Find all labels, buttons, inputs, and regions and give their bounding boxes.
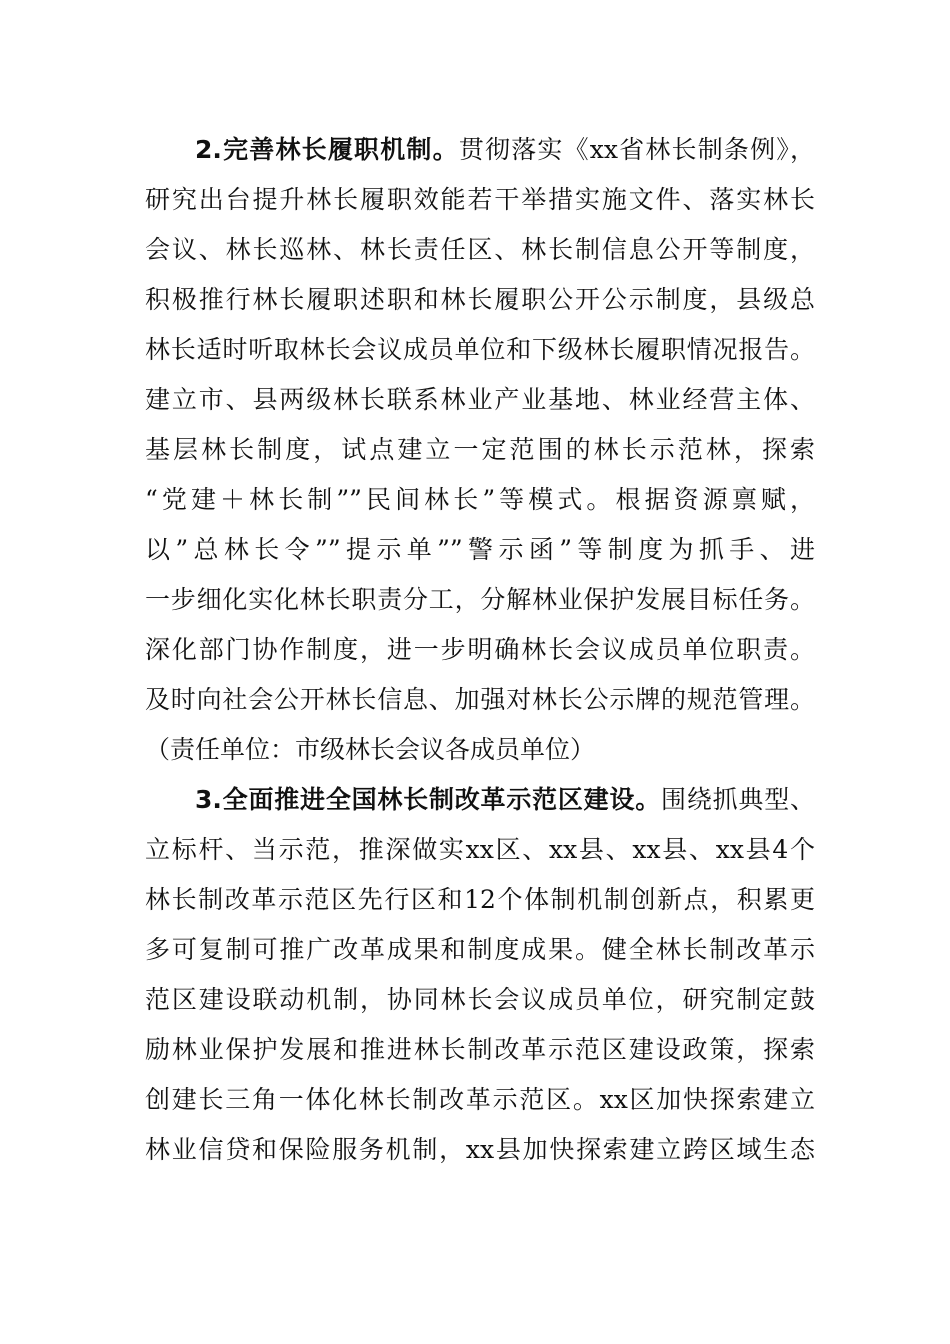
paragraph-2-line-13: （责任单位：市级林长会议各成员单位） (145, 735, 596, 764)
paragraph-2-line-5: 林长适时听取林长会议成员单位和下级林长履职情况报告。 (145, 335, 815, 364)
paragraph-2-line-8: “党建＋林长制””民间林长”等模式。根据资源禀赋， (145, 485, 815, 514)
paragraph-3-line-6: 励林业保护发展和推进林长制改革示范区建设政策，探索 (145, 1035, 815, 1064)
paragraph-3-heading: 3.全面推进全国林长制改革示范区建设。 (195, 785, 662, 814)
paragraph-2-heading: 2.完善林长履职机制。 (195, 135, 459, 164)
paragraph-2-line-6: 建立市、县两级林长联系林业产业基地、林业经营主体、 (145, 385, 815, 414)
paragraph-2-line-1 (195, 130, 815, 170)
paragraph-3-line-3: 林长制改革示范区先行区和12个体制机制创新点，积累更 (145, 885, 815, 914)
paragraph-3-line-1 (195, 780, 815, 820)
paragraph-2-line-3: 会议、林长巡林、林长责任区、林长制信息公开等制度， (145, 235, 815, 264)
paragraph-2-line-2: 研究出台提升林长履职效能若干举措实施文件、落实林长 (145, 185, 815, 214)
paragraph-2-line-11: 深化部门协作制度，进一步明确林长会议成员单位职责。 (145, 635, 815, 664)
paragraph-2-line-4: 积极推行林长履职述职和林长履职公开公示制度，县级总 (145, 285, 815, 314)
paragraph-2-line-10: 一步细化实化林长职责分工，分解林业保护发展目标任务。 (145, 585, 815, 614)
paragraph-3-line-2: 立标杆、当示范，推深做实xx区、xx县、xx县、xx县4个 (145, 835, 815, 864)
paragraph-3-line-4: 多可复制可推广改革成果和制度成果。健全林长制改革示 (145, 935, 815, 964)
paragraph-2-line-9: 以”总林长令””提示单””警示函”等制度为抓手、进 (145, 535, 815, 564)
paragraph-3-text: 围绕抓典型、 (661, 785, 815, 814)
paragraph-3-line-7: 创建长三角一体化林长制改革示范区。xx区加快探索建立 (145, 1085, 815, 1114)
paragraph-3-line-8: 林业信贷和保险服务机制，xx县加快探索建立跨区域生态 (145, 1135, 815, 1164)
paragraph-2-line-12: 及时向社会公开林长信息、加强对林长公示牌的规范管理。 (145, 685, 815, 714)
paragraph-2-text: 贯彻落实《xx省林长制条例》， (458, 135, 815, 164)
paragraph-2-line-7: 基层林长制度，试点建立一定范围的林长示范林，探索 (145, 435, 815, 464)
paragraph-3-line-5: 范区建设联动机制，协同林长会议成员单位，研究制定鼓 (145, 985, 815, 1014)
